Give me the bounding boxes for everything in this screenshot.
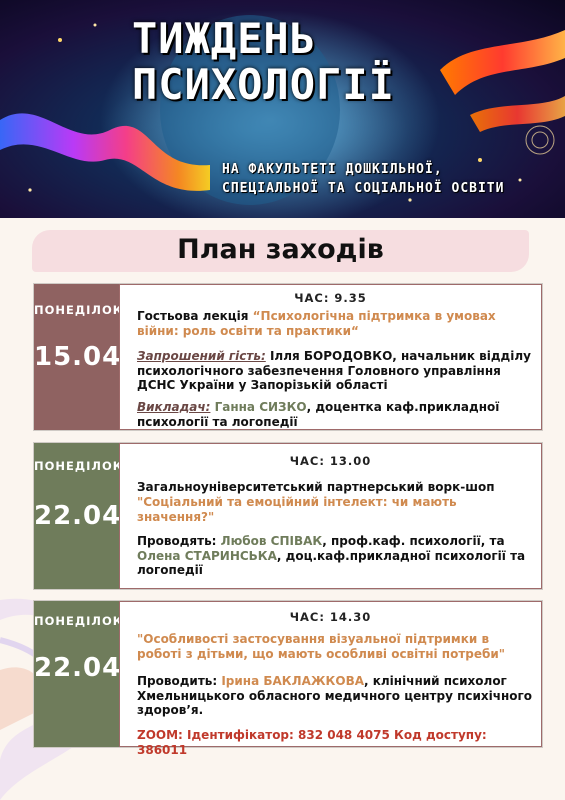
event-topic: "Соціальний та емоційний інтелект: чи мають значення?" — [137, 495, 457, 524]
hosts-info — [137, 534, 533, 578]
guest-name: Ілля БОРОДОВКО — [269, 349, 393, 363]
event-title — [132, 16, 395, 108]
lecturer-description: , доцентка каф.прикладної психології та логопедії — [137, 400, 500, 429]
event-card-2 — [33, 442, 543, 590]
host-description: , клінічний психолог Хмельницького обласного медичного центру психічного здоров’я. — [137, 674, 533, 717]
event-description — [137, 309, 533, 338]
title-line-1: ТИЖДЕНЬ — [132, 14, 317, 63]
event-details — [119, 284, 542, 430]
host-name: Ірина БАКЛАЖКОВА — [221, 674, 365, 688]
event-date: 22.04 — [34, 653, 122, 683]
guest-description: , начальник відділу психологічного забезпечення Головного управління ДСНС України у Запорізькій області — [137, 349, 531, 392]
event-day: ПОНЕДІЛОК — [34, 614, 124, 628]
host-2-name: Олена СТАРИНСЬКА — [137, 548, 277, 563]
event-time: ЧАС: 13.00 — [289, 454, 372, 468]
event-day: ПОНЕДІЛОК — [34, 459, 124, 473]
lecturer-label: Викладач: — [137, 400, 211, 414]
event-day: ПОНЕДІЛОК — [34, 303, 124, 317]
event-topic: "Особливості застосування візуальної підтримки в роботі з дітьми, що мають особливі освітні потреби" — [137, 632, 506, 661]
zoom-info[interactable]: ZOOM: Ідентифікатор: 832 048 4075 Код доступу: 386011 — [137, 728, 487, 757]
lecturer-info — [137, 400, 533, 429]
plan-banner — [32, 230, 529, 272]
host-1-description: , проф.каф. психології, та — [322, 534, 505, 548]
event-date-panel — [34, 284, 124, 430]
event-type: Загальноуніверситетський партнерський ворк-шоп — [137, 480, 495, 494]
event-time: ЧАС: 14.30 — [289, 610, 372, 624]
header-banner — [0, 0, 565, 218]
plan-title: План заходів — [177, 234, 384, 265]
guest-info — [137, 349, 533, 393]
title-line-2: ПСИХОЛОГІЇ — [132, 60, 395, 109]
event-type: Гостьова лекція — [137, 309, 249, 323]
event-date-panel — [34, 443, 124, 589]
event-date: 22.04 — [34, 501, 122, 531]
event-details — [119, 443, 542, 589]
host-label: Проводить: — [137, 674, 218, 688]
host-info — [137, 674, 533, 718]
event-card-3 — [33, 600, 543, 757]
event-subtitle — [222, 160, 504, 198]
event-card-1 — [33, 283, 543, 431]
hosts-label: Проводять: — [137, 534, 217, 548]
event-topic: “Психологічна підтримка в умовах війни: роль освіти та практики“ — [137, 309, 496, 338]
event-time: ЧАС: 9.35 — [294, 291, 367, 305]
lecturer-name: Ганна СИЗКО — [214, 400, 307, 414]
guest-label: Запрошений гість: — [137, 349, 266, 363]
event-date: 15.04 — [34, 342, 122, 372]
host-1-name: Любов СПІВАК — [220, 534, 323, 548]
event-details — [119, 601, 542, 757]
subtitle-line-1: НА ФАКУЛЬТЕТІ ДОШКІЛЬНОЇ, — [222, 162, 443, 177]
subtitle-line-2: СПЕЦІАЛЬНОЇ ТА СОЦІАЛЬНОЇ ОСВІТИ — [222, 181, 505, 196]
host-2-description: , доц.каф.прикладної психології та логопедії — [137, 548, 526, 577]
event-date-panel — [34, 601, 124, 747]
